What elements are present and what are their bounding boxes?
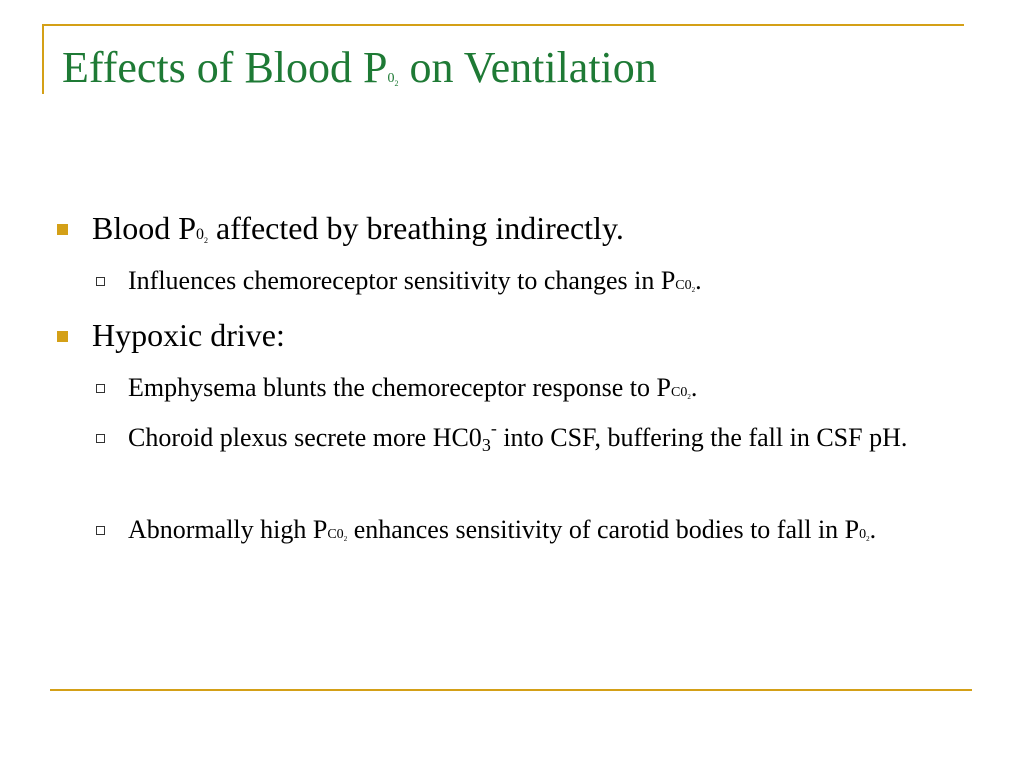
sub-bullet-sub-main: C0: [675, 278, 692, 293]
sub-bullet-sub-tiny: 2: [343, 535, 348, 543]
sub-bullet-suffix: .: [695, 266, 702, 295]
bicarbonate-superscript: -: [490, 418, 497, 438]
sub-bullet-suffix: .: [869, 515, 877, 544]
top-accent-rule: [42, 24, 964, 26]
sub-bullet-sub-tiny: 2: [691, 286, 696, 294]
hollow-square-bullet-icon: [96, 434, 105, 443]
sub-bullet-choroid-plexus: [128, 418, 968, 458]
hollow-square-bullet-icon: [96, 277, 105, 286]
bullet-text-suffix: affected by breathing indirectly.: [208, 210, 624, 246]
sub-bullet-sub-main-2: 0: [859, 527, 867, 542]
title-prefix: Effects of Blood P: [62, 43, 388, 92]
sub-bullet-sub-main: C0: [327, 527, 344, 542]
title-sub-main: 0: [387, 71, 395, 86]
sub-bullet-sub-tiny: 2: [687, 393, 691, 401]
title-sub-tiny: 2: [394, 79, 399, 88]
title-suffix: on Ventilation: [398, 43, 657, 92]
sub-bullet-suffix: into CSF, buffering the fall in CSF pH.: [496, 423, 908, 452]
sub-bullet-middle: enhances sensitivity of carotid bodies to fall in P: [347, 515, 860, 544]
sub-bullet-prefix: Influences chemoreceptor sensitivity to changes in P: [128, 266, 676, 295]
footer-accent-rule: [50, 689, 972, 691]
sub-bullet-emphysema: [128, 368, 968, 414]
sub-bullet-sub-main: C0: [670, 385, 688, 400]
sub-bullet-sub-tiny-2: 2: [866, 535, 870, 543]
sub-bullet-abnormally-high-pco2: [128, 510, 968, 556]
hollow-square-bullet-icon: [96, 384, 105, 393]
sub-bullet-prefix: Choroid plexus secrete more HC0: [128, 423, 482, 452]
slide-title: [62, 40, 657, 108]
sub-bullet-prefix: Emphysema blunts the chemoreceptor response to P: [128, 373, 671, 402]
left-accent-rule: [42, 24, 44, 94]
filled-square-bullet-icon: [57, 224, 68, 235]
bullet-sub-main: 0: [196, 226, 205, 243]
sub-bullet-chemoreceptor-sensitivity: [128, 261, 968, 307]
bullet-text-prefix: Blood P: [92, 210, 197, 246]
bicarbonate-subscript: 3: [481, 435, 491, 455]
filled-square-bullet-icon: [57, 331, 68, 342]
bullet-blood-po2: [92, 209, 624, 256]
sub-bullet-prefix: Abnormally high P: [128, 515, 328, 544]
bullet-sub-tiny: 2: [204, 236, 209, 245]
bullet-hypoxic-drive: Hypoxic drive:: [92, 317, 285, 353]
hollow-square-bullet-icon: [96, 526, 105, 535]
sub-bullet-suffix: .: [690, 373, 698, 402]
